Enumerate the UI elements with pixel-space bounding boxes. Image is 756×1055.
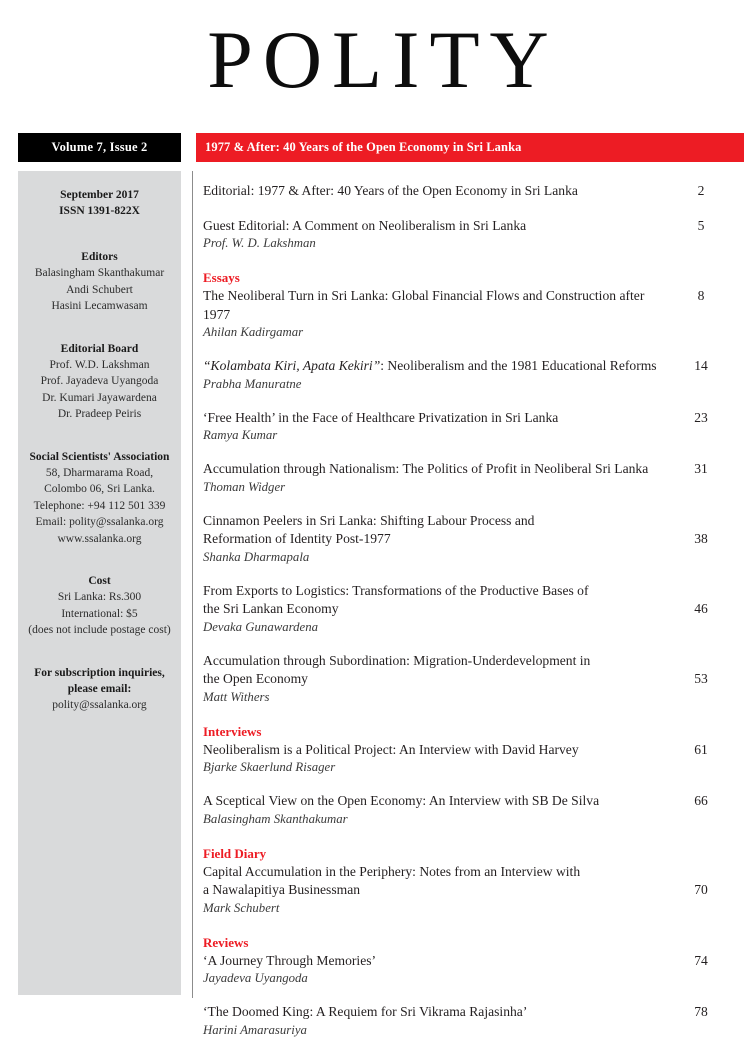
editor-name: Balasingham Skanthakumar bbox=[34, 267, 165, 279]
toc-entry-title: Accumulation through Nationalism: The Politics of Profit in Neoliberal Sri Lanka bbox=[203, 461, 649, 476]
toc-section-field-diary bbox=[203, 844, 733, 917]
toc-entry-title-cont: the Sri Lankan Economy bbox=[203, 601, 339, 616]
toc-entry-page: 2 bbox=[697, 183, 705, 198]
toc-entry-title-cont: a Nawalapitiya Businessman bbox=[203, 882, 361, 897]
toc-entry-author: Ramya Kumar bbox=[203, 428, 278, 442]
toc-entry-title-cont: Reformation of Identity Post-1977 bbox=[203, 531, 391, 546]
vertical-divider bbox=[192, 171, 193, 998]
section-heading-interviews: Interviews bbox=[203, 723, 262, 739]
toc-entry[interactable] bbox=[203, 512, 733, 566]
section-heading-essays: Essays bbox=[203, 270, 240, 285]
toc-entry[interactable] bbox=[203, 217, 733, 253]
toc-entry-title: ‘Free Health’ in the Face of Healthcare Privatization in Sri Lanka bbox=[203, 409, 559, 425]
toc-entry-author: Prabha Manuratne bbox=[203, 376, 302, 391]
editors-heading: Editors bbox=[81, 251, 118, 263]
board-member: Prof. W.D. Lakshman bbox=[49, 358, 150, 371]
board-member: Prof. Jayadeva Uyangoda bbox=[40, 375, 159, 387]
toc-entry[interactable] bbox=[203, 287, 733, 341]
toc-entry-author: Shanka Dharmapala bbox=[203, 549, 310, 564]
toc-section-interviews bbox=[203, 722, 733, 828]
toc-entry[interactable] bbox=[203, 652, 733, 706]
cost-international: International: $5 bbox=[61, 607, 138, 620]
toc-entry-title: Guest Editorial: A Comment on Neoliberalism in Sri Lanka bbox=[203, 217, 527, 233]
toc-entry[interactable] bbox=[203, 863, 733, 917]
toc-entry-title: A Sceptical View on the Open Economy: An Interview with SB De Silva bbox=[203, 793, 600, 808]
association-heading: Social Scientists' Association bbox=[29, 450, 170, 463]
toc-entry[interactable] bbox=[203, 357, 733, 393]
association-address-line: Colombo 06, Sri Lanka. bbox=[44, 483, 155, 495]
masthead bbox=[0, 14, 756, 106]
toc-entry[interactable] bbox=[203, 952, 733, 988]
spacer bbox=[24, 423, 175, 449]
toc-entry[interactable] bbox=[203, 460, 733, 496]
toc-entry-author: Ahilan Kadirgamar bbox=[203, 325, 304, 339]
cost-note: (does not include postage cost) bbox=[28, 624, 171, 636]
table-of-contents bbox=[203, 182, 733, 1055]
sidebar-date: September 2017 bbox=[60, 189, 139, 201]
toc-entry-title: ‘The Doomed King: A Requiem for Sri Vikrama Rajasinha’ bbox=[203, 1004, 528, 1019]
toc-entry-title: Neoliberalism is a Political Project: An Interview with David Harvey bbox=[203, 741, 579, 757]
volume-issue-badge bbox=[18, 133, 181, 162]
toc-section-essays bbox=[203, 268, 733, 706]
editorial-board-heading: Editorial Board bbox=[60, 342, 139, 355]
spacer bbox=[24, 639, 175, 665]
association-website: www.ssalanka.org bbox=[57, 532, 142, 545]
section-heading-reviews: Reviews bbox=[203, 934, 249, 950]
toc-entry-page: 46 bbox=[694, 601, 708, 616]
toc-entry-author: Prof. W. D. Lakshman bbox=[203, 236, 316, 250]
toc-entry-title-italic: “Kolambata Kiri, Apata Kekiri” bbox=[203, 358, 381, 373]
association-address-line: 58, Dharmarama Road, bbox=[45, 466, 154, 479]
toc-entry-page: 31 bbox=[694, 461, 708, 476]
toc-entry-page: 14 bbox=[694, 358, 708, 373]
toc-entry-title: Capital Accumulation in the Periphery: Notes from an Interview with bbox=[203, 863, 581, 879]
toc-entry-title: The Neoliberal Turn in Sri Lanka: Global Financial Flows and Construction after 1977 bbox=[203, 288, 645, 322]
toc-entry[interactable] bbox=[203, 792, 733, 828]
sidebar bbox=[18, 171, 181, 995]
board-member: Dr. Pradeep Peiris bbox=[57, 408, 142, 420]
toc-entry-author: Matt Withers bbox=[203, 689, 270, 704]
sidebar-editors bbox=[24, 249, 175, 315]
toc-entry-page: 38 bbox=[694, 531, 708, 546]
toc-entry-author: Thoman Widger bbox=[203, 479, 286, 494]
toc-entry-author: Mark Schubert bbox=[203, 900, 280, 915]
editor-name: Hasini Lecamwasam bbox=[51, 300, 148, 312]
toc-entry[interactable] bbox=[203, 409, 733, 445]
toc-entry-author: Devaka Gunawardena bbox=[203, 619, 319, 634]
spacer bbox=[24, 315, 175, 341]
spacer bbox=[24, 547, 175, 573]
toc-entry-page: 5 bbox=[697, 217, 705, 233]
cost-heading: Cost bbox=[88, 575, 111, 587]
spacer bbox=[24, 219, 175, 249]
toc-entry-author: Jayadeva Uyangoda bbox=[203, 971, 308, 985]
toc-entry-page: 70 bbox=[694, 882, 708, 897]
editor-name: Andi Schubert bbox=[66, 283, 133, 296]
association-email: Email: polity@ssalanka.org bbox=[35, 516, 164, 528]
association-telephone: Telephone: +94 112 501 339 bbox=[33, 499, 166, 512]
toc-section-reviews bbox=[203, 933, 733, 1039]
sidebar-association bbox=[24, 449, 175, 548]
toc-entry-title: ‘A Journey Through Memories’ bbox=[203, 952, 377, 968]
toc-entry-page: 78 bbox=[694, 1004, 708, 1019]
section-heading-field-diary: Field Diary bbox=[203, 845, 267, 861]
toc-entry-author: Bjarke Skaerlund Risager bbox=[203, 760, 336, 774]
subscription-email: polity@ssalanka.org bbox=[52, 698, 147, 711]
toc-entry-page: 23 bbox=[694, 409, 708, 425]
toc-entry-title-cont: the Open Economy bbox=[203, 671, 308, 686]
volume-issue-label: Volume 7, Issue 2 bbox=[51, 140, 148, 154]
toc-front-matter bbox=[203, 182, 733, 252]
sidebar-issn: ISSN 1391-822X bbox=[59, 205, 140, 217]
sidebar-cost bbox=[24, 573, 175, 639]
toc-entry[interactable] bbox=[203, 1003, 733, 1039]
sidebar-issue-info bbox=[24, 187, 175, 219]
subscription-heading-line-2: please email: bbox=[67, 682, 132, 695]
toc-entry-title: “Kolambata Kiri, Apata Kekiri”: Neoliberalism and the 1981 Educational Reforms bbox=[203, 358, 657, 373]
issue-theme-label: 1977 & After: 40 Years of the Open Economy in Sri Lanka bbox=[205, 140, 522, 154]
toc-entry-title: Editorial: 1977 & After: 40 Years of the Open Economy in Sri Lanka bbox=[203, 183, 578, 198]
toc-entry-title: Accumulation through Subordination: Migration-Underdevelopment in bbox=[203, 652, 591, 668]
toc-entry[interactable] bbox=[203, 582, 733, 636]
toc-entry-page: 53 bbox=[694, 671, 708, 686]
toc-entry-author: Harini Amarasuriya bbox=[203, 1022, 307, 1037]
toc-entry-page: 74 bbox=[694, 952, 708, 968]
toc-entry-author: Balasingham Skanthakumar bbox=[203, 811, 348, 826]
toc-entry-title: Cinnamon Peelers in Sri Lanka: Shifting Labour Process and bbox=[203, 512, 535, 528]
toc-entry-page: 66 bbox=[694, 793, 708, 808]
issue-theme-banner bbox=[196, 133, 744, 162]
journal-title: POLITY bbox=[207, 14, 559, 105]
cost-local: Sri Lanka: Rs.300 bbox=[57, 591, 142, 603]
toc-entry-page: 61 bbox=[694, 741, 708, 757]
sidebar-subscription bbox=[24, 665, 175, 714]
toc-entry-title: From Exports to Logistics: Transformations of the Productive Bases of bbox=[203, 582, 589, 598]
subscription-heading-line-1: For subscription inquiries, bbox=[34, 666, 165, 679]
board-member: Dr. Kumari Jayawardena bbox=[42, 391, 157, 404]
toc-entry-page: 8 bbox=[697, 288, 705, 303]
sidebar-editorial-board bbox=[24, 341, 175, 423]
banner-row bbox=[0, 133, 756, 162]
toc-entry[interactable] bbox=[203, 182, 733, 201]
toc-entry[interactable] bbox=[203, 741, 733, 777]
